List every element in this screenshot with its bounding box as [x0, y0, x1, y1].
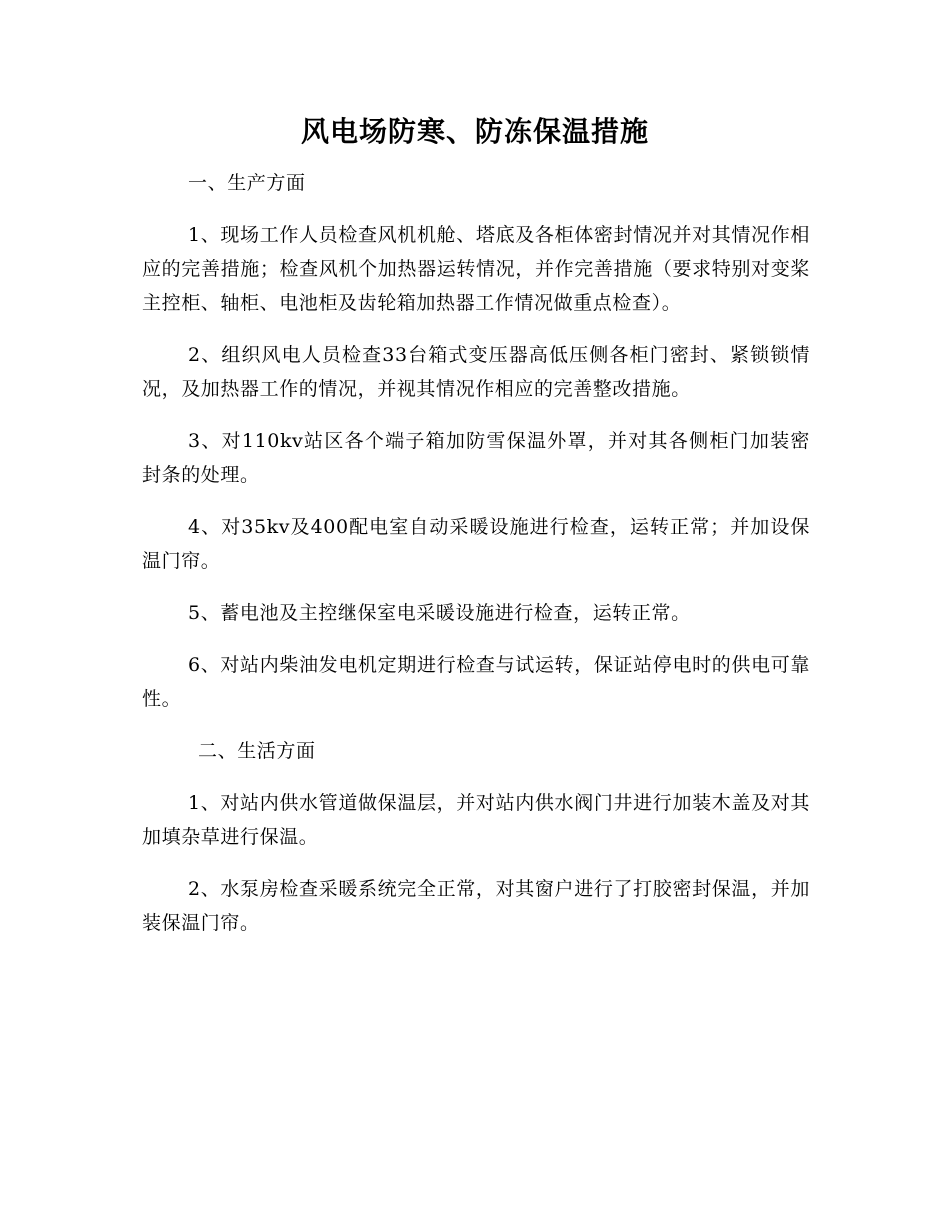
page-title: 风电场防寒、防冻保温措施 [300, 115, 649, 148]
document-body [142, 166, 810, 958]
paragraph: 2、水泵房检查采暖系统完全正常，对其窗户进行了打胶密封保温，并加装保温门帘。 [142, 878, 810, 934]
section-heading-living: 二、生活方面 [198, 740, 316, 762]
paragraph: 5、蓄电池及主控继保室电采暖设施进行检查，运转正常。 [188, 602, 691, 624]
section-heading-production: 一、生产方面 [188, 172, 306, 194]
paragraph: 1、现场工作人员检查风机机舱、塔底及各柜体密封情况并对其情况作相应的完善措施；检查风机个加热器运转情况，并作完善措施（要求特别对变桨主控柜、轴柜、电池柜及齿轮箱加热器工作情况做重点检查）。 [142, 224, 810, 314]
paragraph: 2、组织风电人员检查33台箱式变压器高低压侧各柜门密封、紧锁锁情况，及加热器工作的情况，并视其情况作相应的完善整改措施。 [142, 344, 810, 400]
paragraph: 6、对站内柴油发电机定期进行检查与试运转，保证站停电时的供电可靠性。 [142, 654, 810, 710]
paragraph: 1、对站内供水管道做保温层，并对站内供水阀门井进行加装木盖及对其加填杂草进行保温。 [142, 792, 810, 848]
paragraph: 4、对35kv及400配电室自动采暖设施进行检查，运转正常；并加设保温门帘。 [142, 516, 810, 572]
paragraph: 3、对110kv站区各个端子箱加防雪保温外罩，并对其各侧柜门加装密封条的处理。 [142, 430, 810, 486]
